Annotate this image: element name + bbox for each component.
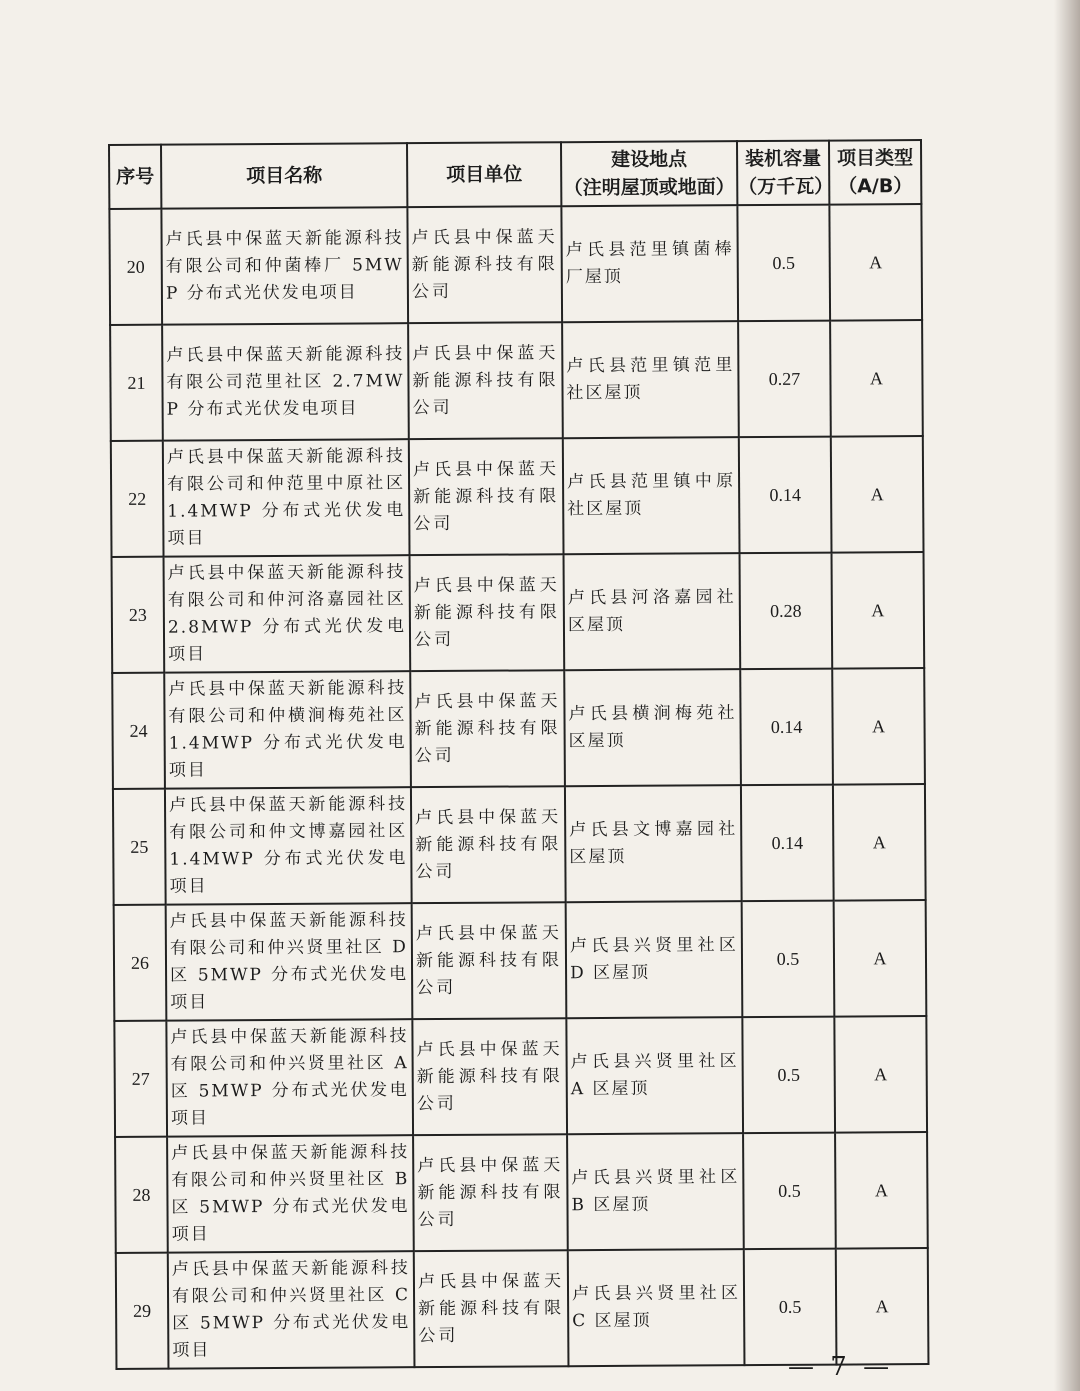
cell-location: 卢氏县兴贤里社区 C 区屋顶 [568,1249,745,1366]
cell-project-name: 卢氏县中保蓝天新能源科技有限公司和仲范里中原社区 1.4MWP 分布式光伏发电项目 [163,439,410,557]
header-project-unit: 项目单位 [407,142,561,207]
cell-project-unit: 卢氏县中保蓝天新能源科技有限公司 [408,322,563,439]
header-capacity-line2: （万千瓦） [738,175,834,199]
cell-type: A [834,1016,927,1133]
cell-project-unit: 卢氏县中保蓝天新能源科技有限公司 [412,902,567,1019]
cell-type: A [833,784,926,901]
cell-capacity: 0.5 [742,901,835,1018]
cell-seq: 20 [109,209,162,325]
cell-location: 卢氏县横涧梅苑社区屋顶 [564,669,741,786]
cell-seq: 26 [114,905,167,1021]
cell-seq: 23 [112,557,165,673]
cell-capacity: 0.5 [744,1249,837,1366]
header-capacity [737,141,834,206]
cell-seq: 25 [113,789,166,905]
cell-project-name: 卢氏县中保蓝天新能源科技有限公司范里社区 2.7MWP 分布式光伏发电项目 [162,323,409,441]
cell-project-name: 卢氏县中保蓝天新能源科技有限公司和仲兴贤里社区 A 区 5MWP 分布式光伏发电项目 [166,1019,413,1137]
cell-project-name: 卢氏县中保蓝天新能源科技有限公司和仲横涧梅苑社区 1.4MWP 分布式光伏发电项目 [164,671,411,789]
table-row [110,320,923,441]
header-location-line2: （注明屋顶或地面） [563,176,735,200]
cell-seq: 29 [116,1253,169,1369]
cell-seq: 21 [110,325,163,441]
cell-capacity: 0.14 [739,437,832,554]
cell-location: 卢氏县兴贤里社区 A 区屋顶 [566,1017,743,1134]
page-edge-shadow [1054,0,1080,1391]
cell-seq: 28 [115,1137,168,1253]
cell-project-name: 卢氏县中保蓝天新能源科技有限公司和仲菌棒厂 5MWP 分布式光伏发电项目 [161,207,408,325]
cell-location: 卢氏县兴贤里社区 B 区屋顶 [567,1133,744,1250]
cell-type: A [829,204,922,321]
cell-location: 卢氏县范里镇中原社区屋顶 [563,437,740,554]
header-location-line1: 建设地点 [611,148,688,171]
table-row [114,1016,927,1137]
cell-type: A [832,668,925,785]
cell-project-name: 卢氏县中保蓝天新能源科技有限公司和仲文博嘉园社区 1.4MWP 分布式光伏发电项目 [165,787,412,905]
cell-capacity: 0.5 [737,205,830,322]
cell-type: A [834,900,927,1017]
cell-location: 卢氏县河洛嘉园社区屋顶 [564,553,741,670]
header-type-line1: 项目类型 [837,147,914,170]
header-location [561,141,737,206]
cell-type: A [830,320,923,437]
cell-type: A [836,1248,929,1365]
cell-location: 卢氏县文博嘉园社区屋顶 [565,785,742,902]
cell-capacity: 0.27 [738,321,831,438]
cell-project-unit: 卢氏县中保蓝天新能源科技有限公司 [413,1134,568,1251]
cell-project-name: 卢氏县中保蓝天新能源科技有限公司和仲兴贤里社区 B 区 5MWP 分布式光伏发电项目 [167,1135,414,1253]
header-type [829,140,921,205]
cell-project-unit: 卢氏县中保蓝天新能源科技有限公司 [410,670,565,787]
cell-seq: 24 [112,673,165,789]
cell-capacity: 0.5 [742,1017,835,1134]
page-number: — 7 — [788,1352,894,1382]
header-project-name: 项目名称 [161,143,407,209]
cell-project-name: 卢氏县中保蓝天新能源科技有限公司和仲兴贤里社区 D 区 5MWP 分布式光伏发电项目 [166,903,413,1021]
table-row [115,1132,928,1253]
table-header-row [109,140,921,209]
table-row [112,552,925,673]
cell-capacity: 0.5 [743,1133,836,1250]
cell-type: A [831,436,924,553]
project-table [108,139,929,1370]
cell-type: A [835,1132,928,1249]
table-row [116,1248,929,1369]
cell-project-unit: 卢氏县中保蓝天新能源科技有限公司 [414,1250,569,1367]
table-row [113,784,926,905]
table-row [109,204,922,325]
table-row [112,668,925,789]
cell-type: A [832,552,925,669]
cell-capacity: 0.14 [741,785,834,902]
cell-location: 卢氏县范里镇菌棒厂屋顶 [561,205,738,322]
cell-seq: 27 [114,1021,167,1137]
cell-project-name: 卢氏县中保蓝天新能源科技有限公司和仲兴贤里社区 C 区 5MWP 分布式光伏发电项目 [168,1251,415,1369]
cell-location: 卢氏县范里镇范里社区屋顶 [562,321,739,438]
cell-project-unit: 卢氏县中保蓝天新能源科技有限公司 [411,786,566,903]
cell-capacity: 0.28 [740,553,833,670]
header-type-line2: （A/B） [838,175,913,198]
header-capacity-line1: 装机容量 [745,147,822,171]
cell-location: 卢氏县兴贤里社区 D 区屋顶 [566,901,743,1018]
cell-project-unit: 卢氏县中保蓝天新能源科技有限公司 [407,206,562,323]
cell-project-name: 卢氏县中保蓝天新能源科技有限公司和仲河洛嘉园社区 2.8MWP 分布式光伏发电项目 [164,555,411,673]
cell-project-unit: 卢氏县中保蓝天新能源科技有限公司 [412,1018,567,1135]
table-row [114,900,927,1021]
header-seq: 序号 [109,145,161,209]
cell-project-unit: 卢氏县中保蓝天新能源科技有限公司 [410,554,565,671]
cell-seq: 22 [111,441,164,557]
table-row [111,436,924,557]
cell-capacity: 0.14 [740,669,833,786]
cell-project-unit: 卢氏县中保蓝天新能源科技有限公司 [409,438,564,555]
